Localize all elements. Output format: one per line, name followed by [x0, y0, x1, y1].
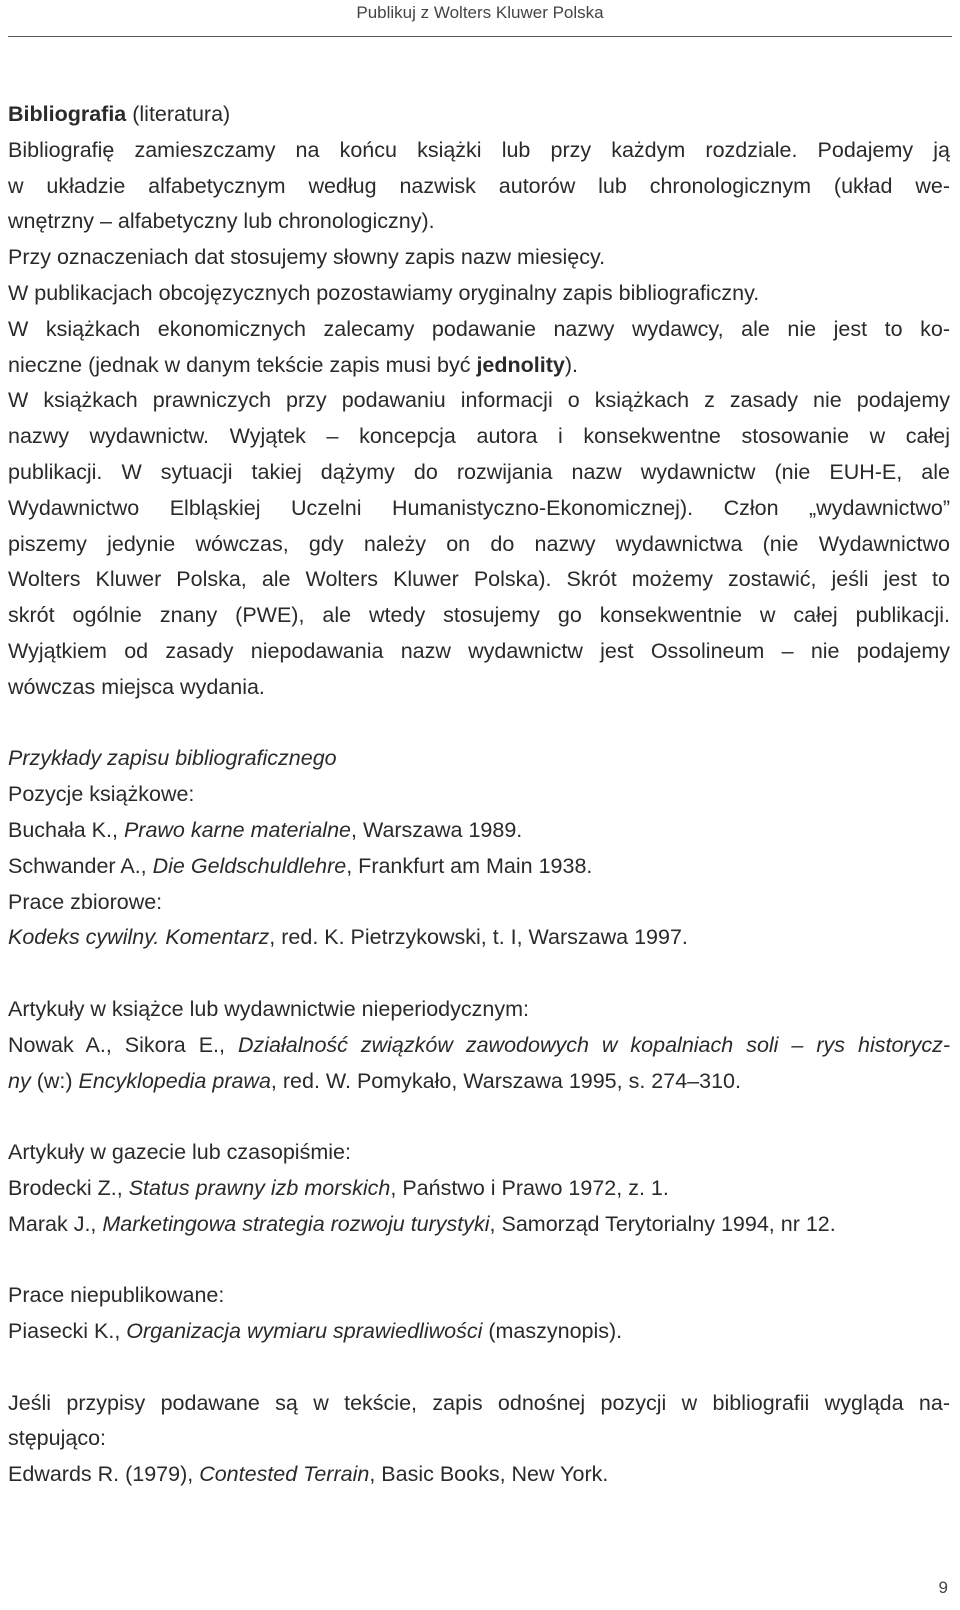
entry-title: Die Geldschuldlehre	[152, 853, 347, 878]
paragraph-line: nazwy wydawnictw. Wyjątek – koncepcja autora i konsekwentne stosowanie w całej	[8, 424, 950, 449]
entry-rest: , Warszawa 1989.	[351, 817, 523, 842]
section-title-suffix: (literatura)	[126, 102, 231, 126]
entry-title: Działalność związków zawodowych w kopalniach soli – rys historycz-	[237, 1032, 950, 1057]
bibliography-entry	[8, 1457, 950, 1493]
paragraph-line: skrót ogólnie znany (PWE), ale wtedy stosujemy go konsekwentnie w całej publikacji.	[8, 603, 950, 628]
examples-heading-text: Przykłady zapisu bibliograficznego	[8, 746, 337, 771]
paragraph-line: W książkach prawniczych przy podawaniu informacji o książkach z zasady nie podajemy	[8, 388, 950, 413]
entry-author: Brodecki Z.,	[8, 1175, 129, 1200]
paragraph-line: Jeśli przypisy podawane są w tekście, zapis odnośnej pozycji w bibliografii wygląda na-	[8, 1390, 950, 1415]
paragraph-line: W książkach ekonomicznych zalecamy podawanie nazwy wydawcy, ale nie jest to ko-	[8, 316, 950, 341]
entry-author: Nowak A., Sikora E.,	[8, 1032, 238, 1057]
bibliography-entry	[8, 1064, 950, 1100]
section-title: Bibliografia	[8, 102, 127, 126]
bibliography-entry	[8, 1314, 950, 1350]
spacer	[8, 956, 950, 992]
paragraph-line: W publikacjach obcojęzycznych pozostawiamy oryginalny zapis bibliograficzny.	[8, 280, 760, 305]
entry-source: Encyklopedia prawa	[78, 1068, 271, 1093]
paragraph-line: Wolters Kluwer Polska, ale Wolters Kluwer Polska). Skrót możemy zostawić, jeśli jest to	[8, 567, 950, 592]
paragraph-line: Przy oznaczeniach dat stosujemy słowny zapis nazw miesięcy.	[8, 245, 606, 270]
bibliography-entry	[8, 1028, 950, 1064]
bibliography-entry	[8, 813, 950, 849]
paragraph-line: wnętrzny – alfabetyczny lub chronologiczny).	[8, 209, 435, 234]
entry-title: Organizacja wymiaru sprawiedliwości	[126, 1319, 483, 1344]
entry-title: Prawo karne materialne	[123, 817, 351, 842]
category-label: Prace zbiorowe:	[8, 889, 163, 914]
spacer	[8, 1243, 950, 1279]
entry-rest: , Basic Books, New York.	[369, 1462, 609, 1487]
paragraph-text: ).	[564, 352, 578, 377]
entry-author: Marak J.,	[8, 1211, 103, 1236]
entry-rest: , Frankfurt am Main 1938.	[346, 853, 593, 878]
spacer	[8, 1099, 950, 1135]
paragraph-line: piszemy jedynie wówczas, gdy należy on do nazwy wydawnictwa (nie Wydawnictwo	[8, 531, 950, 556]
bibliography-entry	[8, 1171, 950, 1207]
page-number: 9	[938, 1578, 948, 1597]
paragraph-line	[8, 348, 950, 384]
paragraph-line: w układzie alfabetycznym według nazwisk autorów lub chronologicznym (układ we-	[8, 173, 950, 198]
category-label: Prace niepublikowane:	[8, 1283, 225, 1308]
entry-author: Buchała K.,	[8, 817, 124, 842]
category-label: Pozycje książkowe:	[8, 782, 195, 807]
paragraph-line: Wyjątkiem od zasady niepodawania nazw wydawnictw jest Ossolineum – nie podajemy	[8, 638, 950, 663]
section-heading	[8, 97, 950, 133]
entry-rest: (maszynopis).	[482, 1319, 623, 1344]
paragraph-line: publikacji. W sytuacji takiej dążymy do rozwijania nazw wydawnictw (nie EUH-E, ale	[8, 459, 950, 484]
entry-rest: , Państwo i Prawo 1972, z. 1.	[390, 1175, 669, 1200]
entry-rest: , red. K. Pietrzykowski, t. I, Warszawa 1997.	[269, 925, 688, 950]
entry-title: Contested Terrain	[199, 1462, 370, 1487]
entry-title: Kodeks cywilny. Komentarz	[8, 925, 270, 950]
entry-title: ny	[8, 1068, 31, 1093]
paragraph-line: Bibliografię zamieszczamy na końcu książki lub przy każdym rozdziale. Podajemy ją	[8, 137, 950, 162]
spacer	[8, 1350, 950, 1386]
emphasis-text: jednolity	[476, 352, 565, 377]
bibliography-entry	[8, 1207, 950, 1243]
paragraph-text: nieczne (jednak w danym tekście zapis musi być	[8, 352, 477, 377]
entry-author: Schwander A.,	[8, 853, 153, 878]
paragraph-line: wówczas miejsca wydania.	[8, 674, 265, 699]
running-header	[8, 0, 952, 37]
page-content	[8, 97, 950, 1493]
entry-author: Edwards R. (1979),	[8, 1462, 200, 1487]
bibliography-entry	[8, 849, 950, 885]
entry-author: Piasecki K.,	[8, 1319, 127, 1344]
paragraph-line: stępująco:	[8, 1426, 107, 1451]
category-label: Artykuły w książce lub wydawnictwie nieperiodycznym:	[8, 996, 529, 1021]
header-title: Publikuj z Wolters Kluwer Polska	[356, 3, 604, 22]
category-label: Artykuły w gazecie lub czasopiśmie:	[8, 1140, 351, 1165]
entry-rest: , Samorząd Terytorialny 1994, nr 12.	[489, 1211, 836, 1236]
bibliography-entry	[8, 920, 950, 956]
entry-rest: (w:)	[30, 1068, 79, 1093]
entry-title: Marketingowa strategia rozwoju turystyki	[102, 1211, 490, 1236]
paragraph-line: Wydawnictwo Elbląskiej Uczelni Humanistyczno-Ekonomicznej). Człon „wydawnictwo”	[8, 495, 950, 520]
examples-heading	[8, 741, 950, 777]
spacer	[8, 706, 950, 742]
entry-title: Status prawny izb morskich	[128, 1175, 391, 1200]
entry-rest: , red. W. Pomykało, Warszawa 1995, s. 274–310.	[270, 1068, 741, 1093]
